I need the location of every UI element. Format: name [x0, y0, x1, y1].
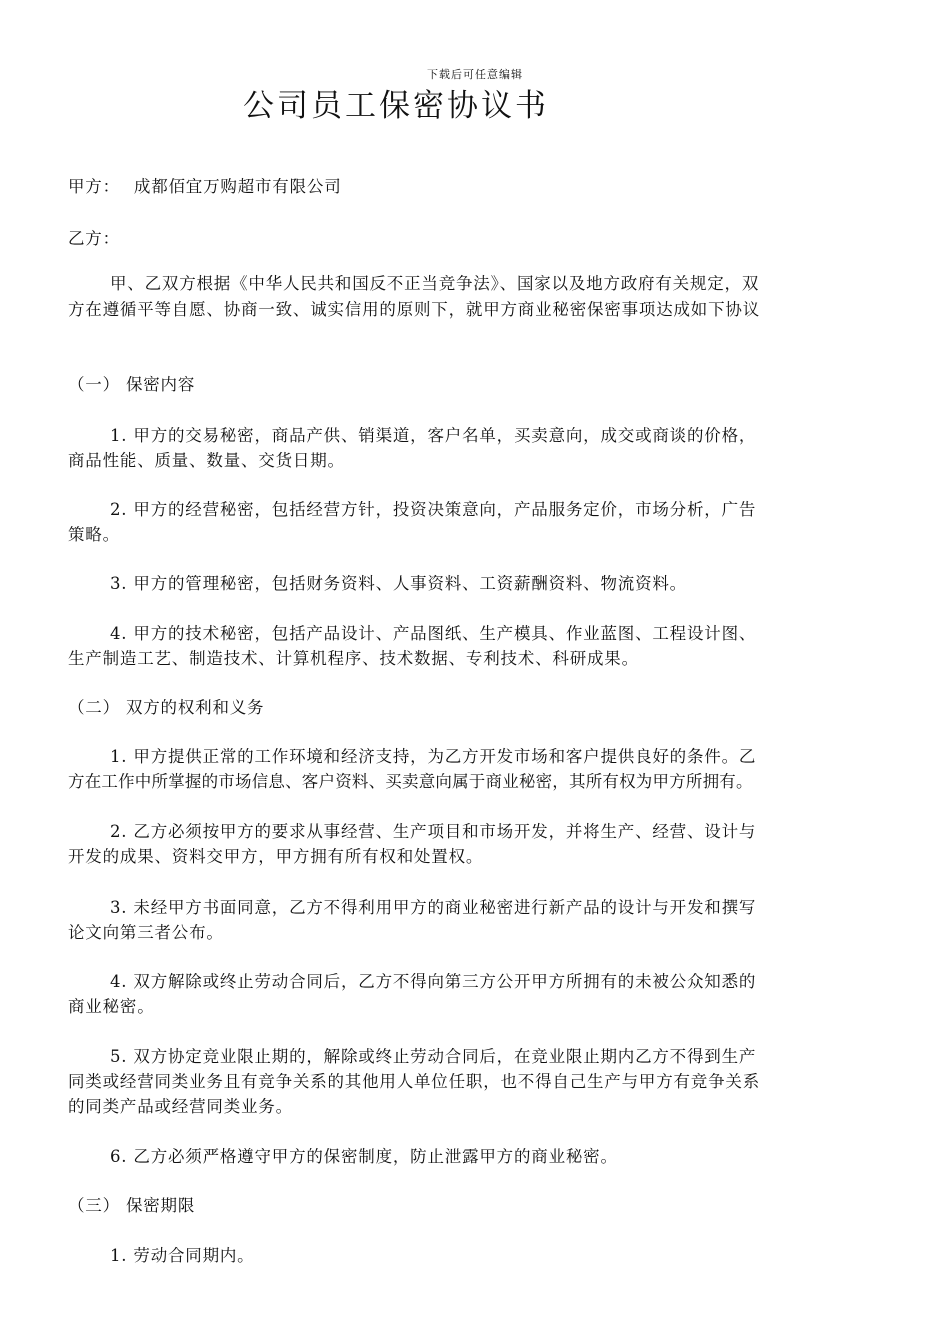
clause-2-5-line-3: 的同类产品或经营同类业务。	[68, 1097, 293, 1116]
clause-1-4-line-2: 生产制造工艺、制造技术、计算机程序、技术数据、专利技术、科研成果。	[68, 649, 639, 668]
clause-2-1-line-2: 方在工作中所掌握的市场信息、客户资料、买卖意向属于商业秘密，其所有权为甲方所拥有。	[68, 772, 753, 791]
clause-2-4-line-2: 商业秘密。	[68, 997, 155, 1016]
clause-2-3-line-1: 3. 未经甲方书面同意，乙方不得利用甲方的商业秘密进行新产品的设计与开发和撰写	[110, 898, 757, 917]
clause-2-2-line-2: 开发的成果、资料交甲方，甲方拥有所有权和处置权。	[68, 847, 484, 866]
clause-2-5-line-2: 同类或经营同类业务且有竞争关系的其他用人单位任职，也不得自己生产与甲方有竞争关系	[68, 1072, 760, 1091]
clause-2-5-line-1: 5. 双方协定竞业限止期的，解除或终止劳动合同后，在竞业限止期内乙方不得到生产	[110, 1047, 757, 1066]
section-heading-rights-obligations: （二） 双方的权利和义务	[68, 698, 265, 717]
party-b-label: 乙方：	[68, 229, 120, 248]
clause-1-4-line-1: 4. 甲方的技术秘密，包括产品设计、产品图纸、生产模具、作业蓝图、工程设计图、	[110, 624, 757, 643]
intro-line-2: 方在遵循平等自愿、协商一致、诚实信用的原则下，就甲方商业秘密保密事项达成如下协议	[68, 300, 760, 319]
clause-1-2-line-1: 2. 甲方的经营秘密，包括经营方针，投资决策意向，产品服务定价，市场分析，广告	[110, 500, 757, 519]
intro-line-1: 甲、乙双方根据《中华人民共和国反不正当竞争法》、国家以及地方政府有关规定，双	[110, 274, 760, 293]
clause-2-4-line-1: 4. 双方解除或终止劳动合同后，乙方不得向第三方公开甲方所拥有的未被公众知悉的	[110, 972, 757, 991]
clause-1-2-line-2: 策略。	[68, 525, 120, 544]
section-heading-confidential-content: （一） 保密内容	[68, 375, 196, 394]
party-a-line	[68, 175, 342, 199]
clause-2-2-line-1: 2. 乙方必须按甲方的要求从事经营、生产项目和市场开发，并将生产、经营、设计与	[110, 822, 757, 841]
section-heading-confidentiality-period: （三） 保密期限	[68, 1196, 196, 1215]
clause-1-1-line-1: 1. 甲方的交易秘密，商品产供、销渠道，客户名单，买卖意向，成交或商谈的价格，	[110, 426, 757, 445]
clause-2-3-line-2: 论文向第三者公布。	[68, 923, 224, 942]
clause-2-6-line-1: 6. 乙方必须严格遵守甲方的保密制度，防止泄露甲方的商业秘密。	[110, 1147, 618, 1166]
download-note: 下载后可任意编辑	[427, 68, 523, 81]
clause-1-3-line-1: 3. 甲方的管理秘密，包括财务资料、人事资料、工资薪酬资料、物流资料。	[110, 574, 687, 593]
document-title: 公司员工保密协议书	[243, 88, 549, 124]
party-b-line	[68, 227, 120, 251]
clause-1-1-line-2: 商品性能、质量、数量、交货日期。	[68, 451, 345, 470]
party-a-label: 甲方：	[68, 177, 120, 196]
party-a-value: 成都佰宜万购超市有限公司	[133, 177, 342, 196]
clause-3-1-line-1: 1. 劳动合同期内。	[110, 1246, 255, 1265]
clause-2-1-line-1: 1. 甲方提供正常的工作环境和经济支持，为乙方开发市场和客户提供良好的条件。乙	[110, 747, 757, 766]
